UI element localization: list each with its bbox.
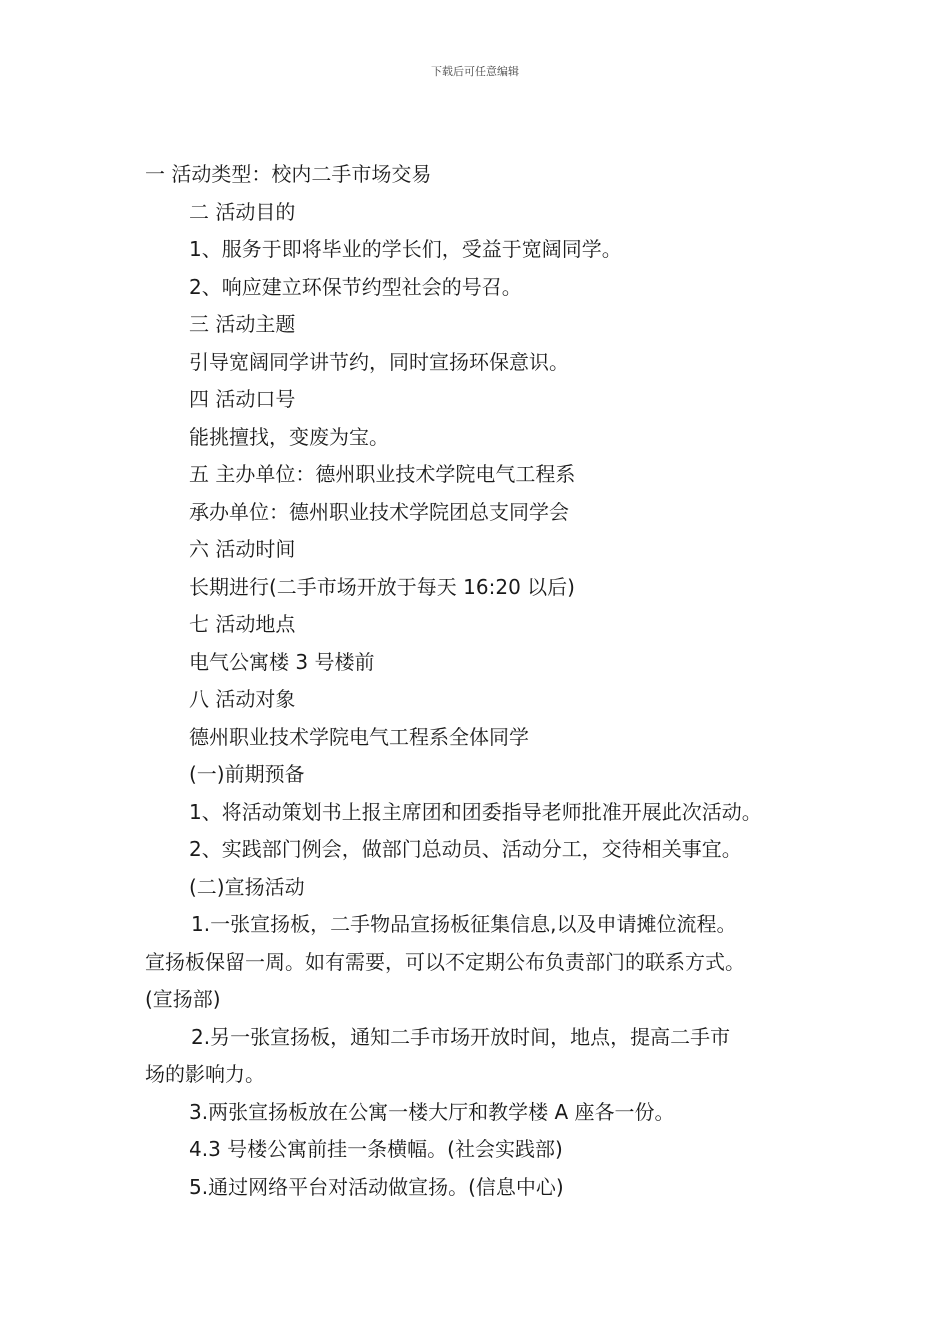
paragraph: 引导宽阔同学讲节约，同时宣扬环保意识。 bbox=[189, 349, 569, 374]
paragraph: 2、响应建立环保节约型社会的号召。 bbox=[189, 274, 522, 299]
paragraph-continuation: 场的影响力。 bbox=[145, 1062, 265, 1086]
paragraph: 4.3 号楼公寓前挂一条横幅。(社会实践部) bbox=[189, 1137, 563, 1161]
section-7-heading: 七 活动地点 bbox=[189, 612, 296, 636]
paragraph: 1、将活动策划书上报主席团和团委指导老师批准开展此次活动。 bbox=[189, 799, 762, 824]
paragraph: 长期进行(二手市场开放于每天 16:20 以后) bbox=[189, 574, 575, 599]
paragraph-continuation: 宣扬板保留一周。如有需要，可以不定期公布负责部门的联系方式。 bbox=[145, 949, 745, 974]
paragraph: 3.两张宣扬板放在公寓一楼大厅和教学楼 A 座各一份。 bbox=[189, 1099, 675, 1124]
document-body bbox=[0, 156, 950, 1206]
paragraph: 1、服务于即将毕业的学长们，受益于宽阔同学。 bbox=[189, 237, 622, 261]
paragraph: 5.通过网络平台对活动做宣扬。(信息中心) bbox=[189, 1174, 564, 1199]
section-1-heading: 一 活动类型：校内二手市场交易 bbox=[145, 162, 432, 186]
section-3-heading: 三 活动主题 bbox=[189, 312, 296, 336]
section-5-heading: 五 主办单位：德州职业技术学院电气工程系 bbox=[189, 462, 576, 486]
paragraph: 承办单位：德州职业技术学院团总支同学会 bbox=[189, 499, 569, 524]
section-8-heading: 八 活动对象 bbox=[189, 687, 296, 711]
paragraph-continuation: (宣扬部) bbox=[145, 987, 221, 1011]
paragraph: 1.一张宣扬板，二手物品宣扬板征集信息,以及申请摊位流程。 bbox=[191, 912, 737, 936]
page-header: 下载后可任意编辑 bbox=[431, 65, 519, 78]
subsection-heading: (一)前期预备 bbox=[189, 762, 305, 786]
section-2-heading: 二 活动目的 bbox=[189, 199, 296, 224]
section-6-heading: 六 活动时间 bbox=[189, 537, 296, 561]
paragraph: 2.另一张宣扬板，通知二手市场开放时间，地点，提高二手市 bbox=[191, 1024, 731, 1049]
section-4-heading: 四 活动口号 bbox=[189, 387, 296, 411]
paragraph: 电气公寓楼 3 号楼前 bbox=[189, 649, 375, 674]
paragraph: 德州职业技术学院电气工程系全体同学 bbox=[189, 724, 529, 749]
paragraph: 2、实践部门例会，做部门总动员、活动分工，交待相关事宜。 bbox=[189, 837, 742, 861]
paragraph: 能挑擅找，变废为宝。 bbox=[189, 424, 389, 449]
subsection-heading: (二)宣扬活动 bbox=[189, 874, 305, 899]
